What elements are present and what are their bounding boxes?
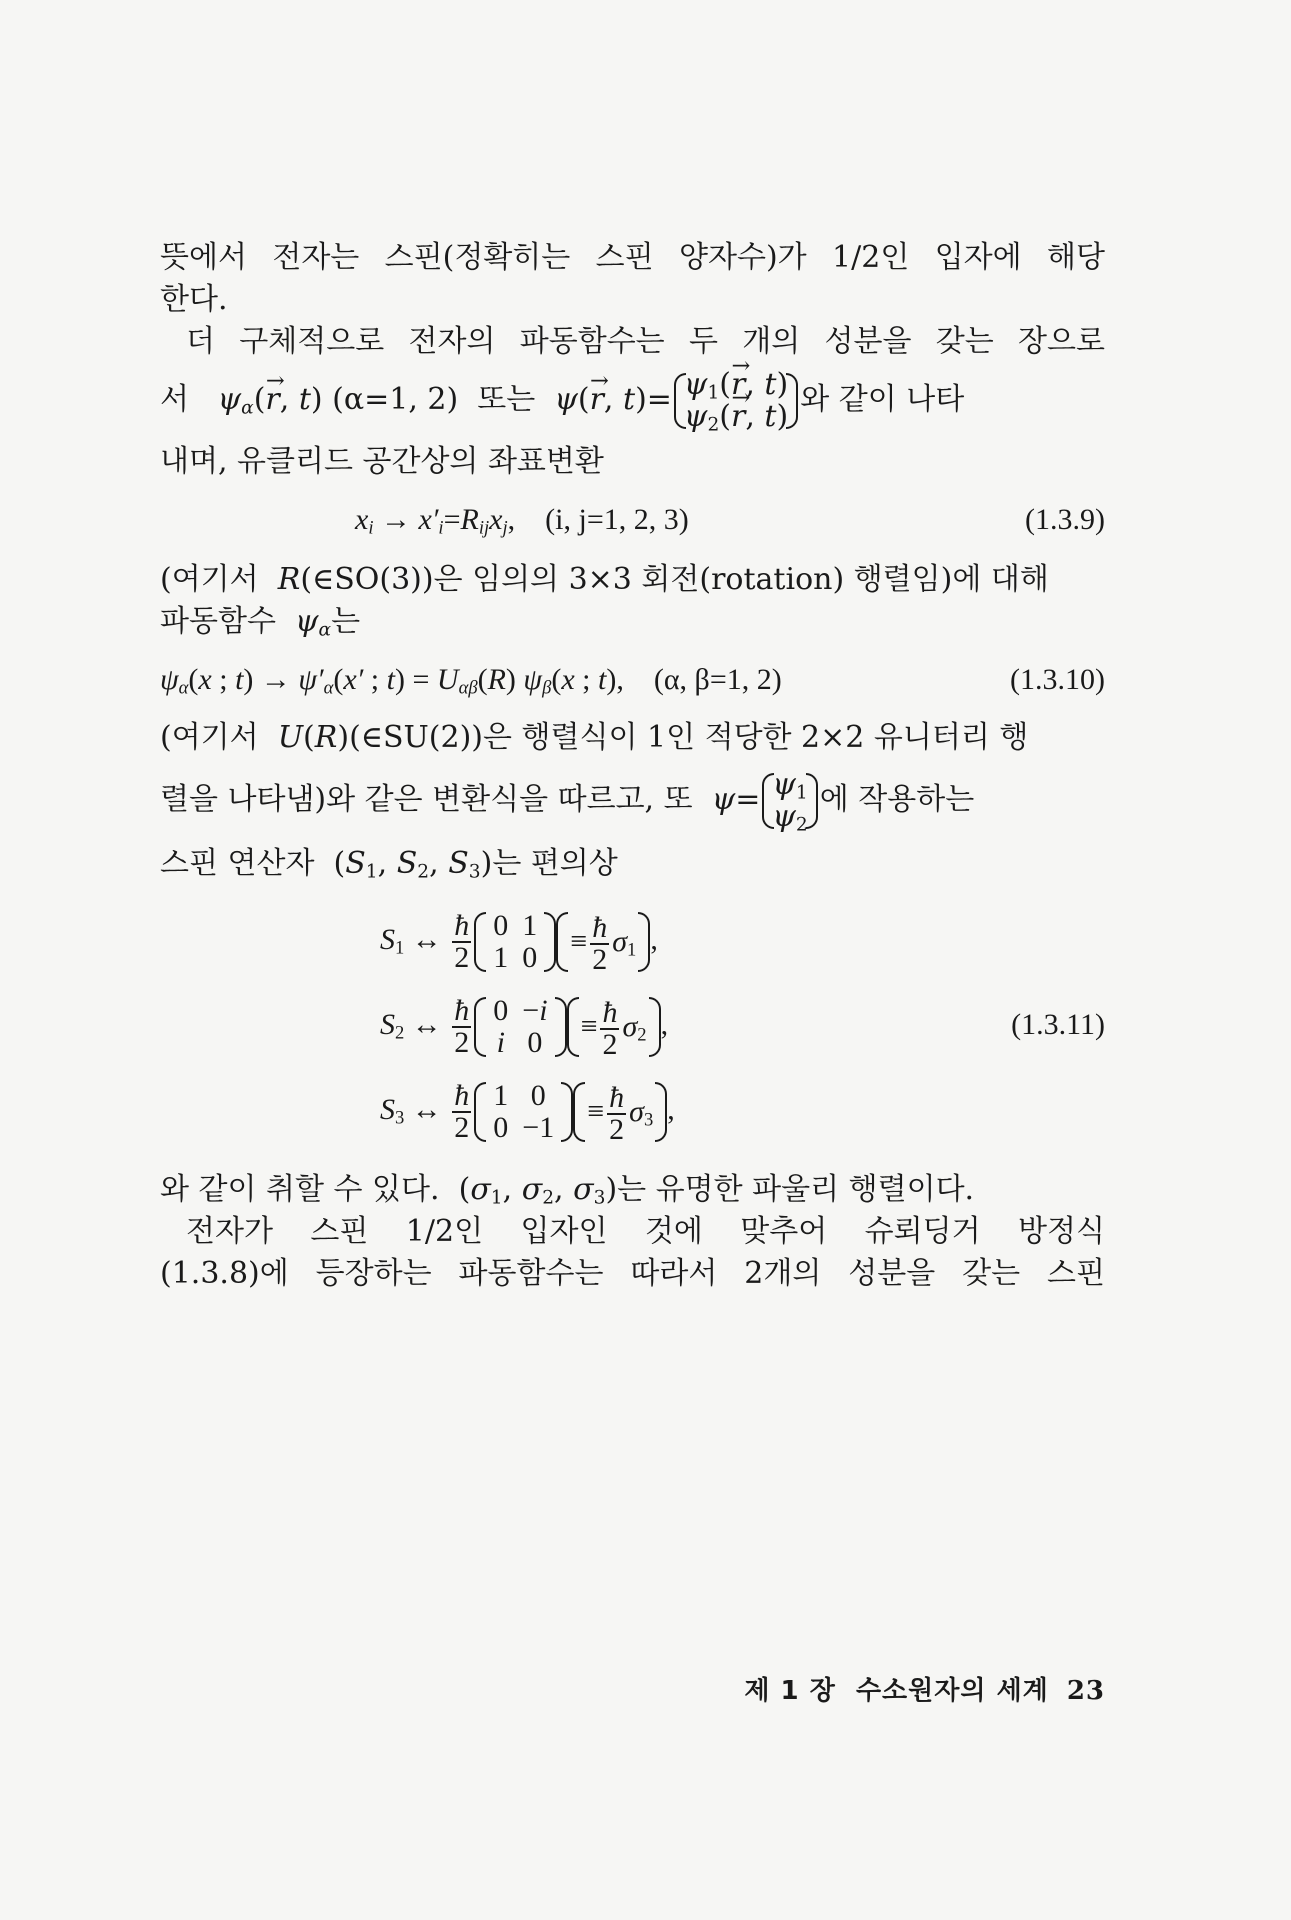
transform-rule-text: 렬을 나타냄)와 같은 변환식을 따르고, 또 <box>160 782 693 817</box>
word-or: 또는 <box>477 382 536 417</box>
paragraph-line-5: 내며, 유클리드 공간상의 좌표변환 <box>160 444 604 479</box>
eq2-indices: (α, β=1, 2) <box>653 663 782 696</box>
footer-chapter: 제 1 장 <box>744 1676 836 1706</box>
word-pauli-matrices: 는 유명한 파울리 행렬이다. <box>617 1172 975 1207</box>
equation-s3: $S_3$ ↔ $\frac{ħ}{2}$ 1 0 0 −1 ≡ $\frac{ħ}{2}$ $\sigma_3$ , <box>380 1079 675 1147</box>
equation-s2: $S_2$ ↔ $\frac{ħ}{2}$ 0 −i i 0 ≡ $\frac{ħ}{2}$ $\sigma_2$ , <box>380 994 669 1062</box>
word-seo: 서 <box>160 382 189 417</box>
equation-1-3-10: $\psi_\alpha(x$ ; $t) \to \psi'_\alpha(x'$ ; $t) = U_{\alpha\beta}(R)$ $\psi_\beta(x$ ; t), (α, β=1, 2) <box>160 663 782 699</box>
equation-s1: $S_1$ ↔ $\frac{ħ}{2}$ 0 1 1 0 ≡ $\frac{ħ}{2}$ $\sigma_1$ , <box>380 909 658 977</box>
word-and-represent: 와 같이 나타 <box>800 382 965 417</box>
word-acting-on: 에 작용하는 <box>819 782 975 817</box>
page-number: 23 <box>1066 1676 1105 1706</box>
word-here: (여기서 <box>160 562 259 597</box>
equation-number-1-3-11: (1.3.11) <box>1011 1008 1105 1041</box>
eq1-indices: (i, j=1, 2, 3) <box>545 503 689 536</box>
word-spin-operator: 스핀 연산자 <box>160 846 315 881</box>
paragraph-line-11: 와 같이 취할 수 있다. ($\sigma_1$, $\sigma_2$, $\sigma_3$)는 유명한 파울리 행렬이다. <box>160 1172 975 1209</box>
word-here-2: (여기서 <box>160 720 259 755</box>
word-can-be-taken: 와 같이 취할 수 있다. <box>160 1172 440 1207</box>
psi-column-vector: $\psi_1(\to r$, t) $\psi_2(\to r$, t) <box>674 369 798 433</box>
footer-title: 수소원자의 세계 <box>855 1676 1049 1706</box>
equation-number-1-3-10: (1.3.10) <box>1010 663 1105 696</box>
particle-neun: 는 <box>331 604 361 639</box>
paragraph-line-10: 스핀 연산자 ($S_1$, $S_2$, $S_3$)는 편의상 <box>160 846 618 883</box>
psi-spinor: $\psi_1$ $\psi_2$ <box>762 769 817 833</box>
alpha-range: (α=1, 2) <box>332 382 459 417</box>
so3-description: (∈SO(3))은 임의의 3×3 회전(rotation) 행렬임)에 대해 <box>300 562 1049 597</box>
page-footer <box>744 1670 1105 1707</box>
equation-1-3-9: $x_i \to x'_i=R_{ij}x_j$, (i, j=1, 2, 3) <box>355 503 689 539</box>
equation-number-1-3-9: (1.3.9) <box>1025 503 1105 536</box>
paragraph-line-8: (여기서 U(R)(∈SU(2))은 행렬식이 1인 적당한 2×2 유니터리 행 <box>160 720 1029 755</box>
paragraph-line-1: 뜻에서 전자는 스핀(정확히는 스핀 양자수)가 1/2인 입자에 해당 <box>160 240 1105 275</box>
paragraph-line-4: 서 $\psi_\alpha(\to r$, t) (α=1, 2) 또는 ψ(→ r, t)= $\psi_1(\to r$, t) $\psi_2(\to r$, t) 와 같이 나타 <box>160 360 1105 440</box>
paragraph-line-12: 전자가 스핀 1/2인 입자인 것에 맞추어 슈뢰딩거 방정식 <box>186 1214 1105 1249</box>
paragraph-line-6: (여기서 R(∈SO(3))은 임의의 3×3 회전(rotation) 행렬임)에 대해 <box>160 562 1049 597</box>
word-wavefunction: 파동함수 <box>160 604 276 639</box>
paragraph-line-3: 더 구체적으로 전자의 파동함수는 두 개의 성분을 갖는 장으로 <box>186 324 1105 359</box>
paragraph-line-7: 파동함수 $\psi_\alpha$는 <box>160 604 361 641</box>
paragraph-line-2: 한다. <box>160 282 228 317</box>
paragraph-line-9: 렬을 나타냄)와 같은 변환식을 따르고, 또 ψ= $\psi_1$ $\psi_2$ 에 작용하는 <box>160 767 975 836</box>
word-for-convenience: 는 편의상 <box>492 846 618 881</box>
su2-description: (∈SU(2))은 행렬식이 1인 적당한 2×2 유니터리 행 <box>349 720 1029 755</box>
paragraph-line-13: (1.3.8)에 등장하는 파동함수는 따라서 2개의 성분을 갖는 스핀 <box>160 1256 1105 1291</box>
